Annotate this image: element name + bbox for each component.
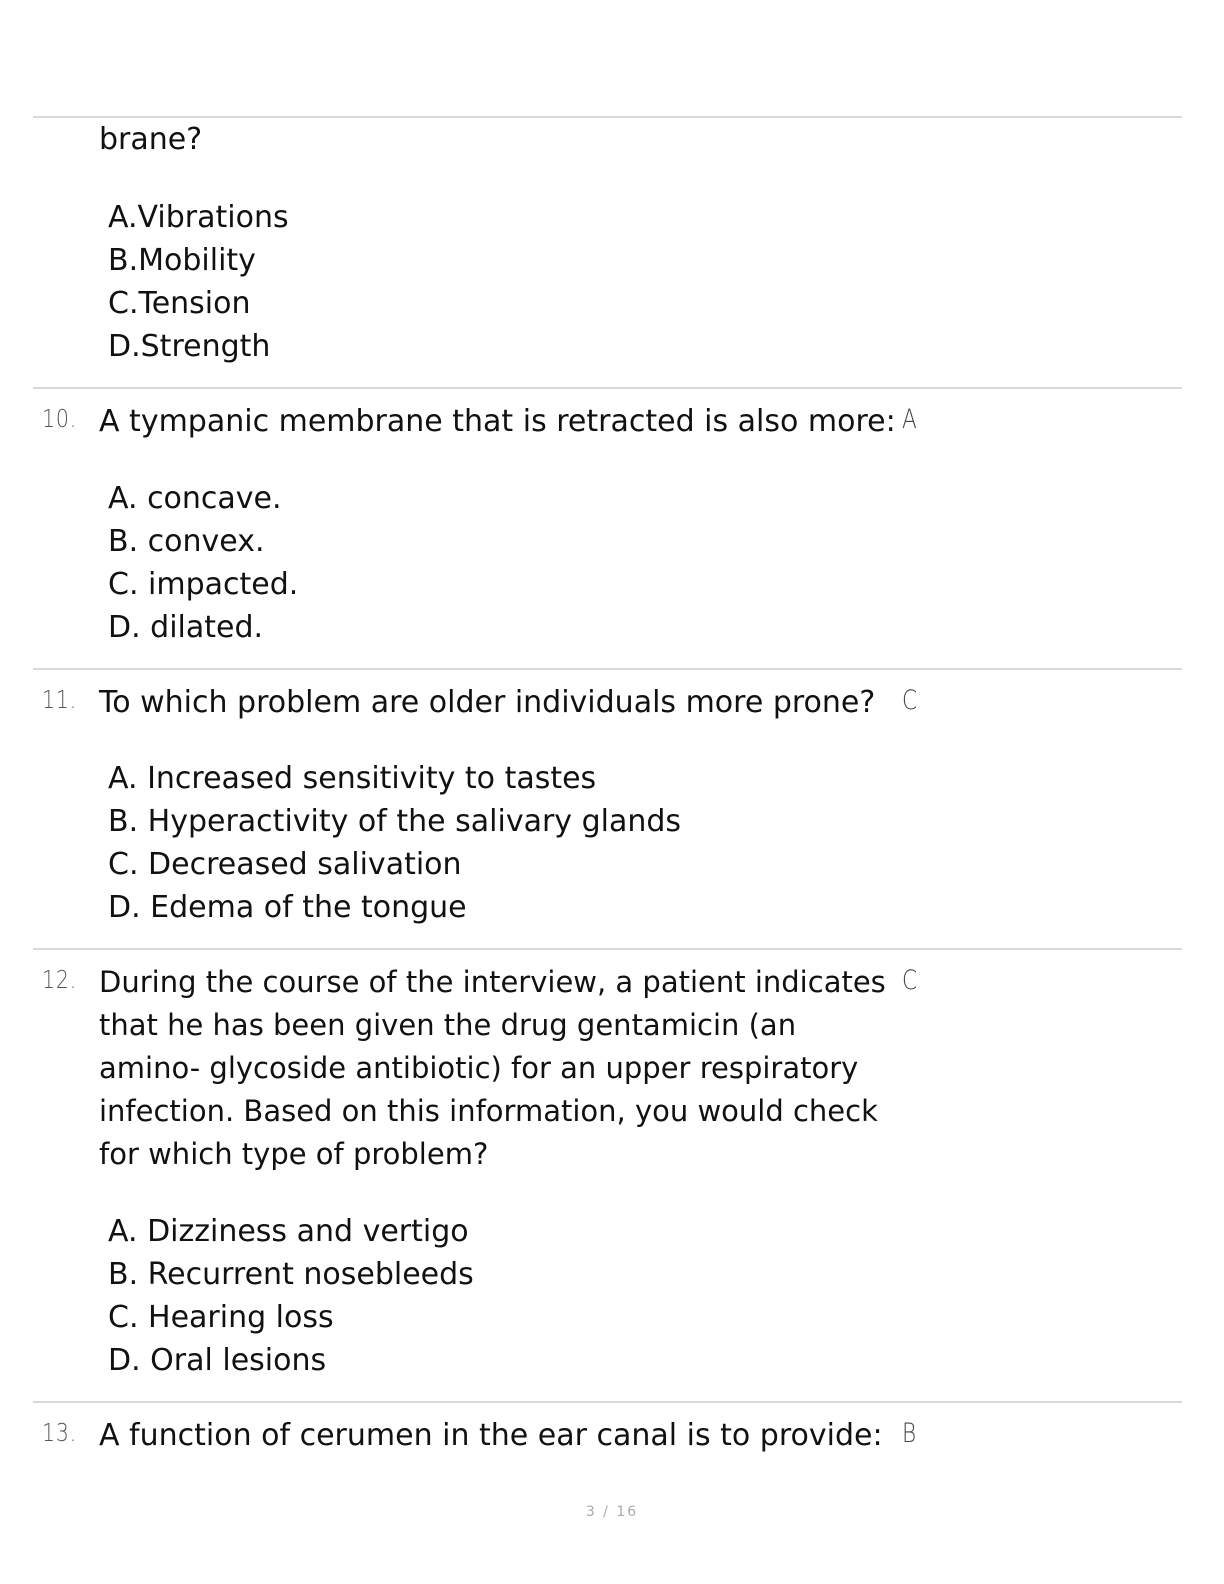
question-9-options (108, 196, 289, 368)
option: D. dilated. (108, 610, 264, 645)
question-10-text: A tympanic membrane that is retracted is also more: (99, 404, 896, 439)
question-13-number: 13. (42, 1418, 78, 1447)
question-12-number: 12. (42, 965, 78, 994)
option: D.Strength (108, 329, 271, 364)
question-10-options (108, 477, 298, 649)
option: B. convex. (108, 524, 265, 559)
option: C.Tension (108, 286, 251, 321)
option: B. Hyperactivity of the salivary glands (108, 804, 682, 839)
option: B.Mobility (108, 243, 256, 278)
question-11-text: To which problem are older individuals more prone? (99, 685, 876, 720)
question-11-number: 11. (42, 685, 78, 714)
question-9-text-tail: brane? (99, 122, 203, 157)
option: B. Recurrent nosebleeds (108, 1257, 474, 1292)
option: C. Decreased salivation (108, 847, 462, 882)
question-11-answer: C (902, 685, 918, 716)
option: D. Edema of the tongue (108, 890, 467, 925)
divider (33, 1401, 1182, 1403)
question-13-answer: B (902, 1418, 917, 1449)
option: C. impacted. (108, 567, 299, 602)
option: D. Oral lesions (108, 1343, 327, 1378)
option: A.Vibrations (108, 200, 289, 235)
option: A. Dizziness and vertigo (108, 1214, 469, 1249)
page-number: 3 / 16 (585, 1504, 639, 1520)
option: A. concave. (108, 481, 282, 516)
question-11-options (108, 757, 681, 929)
question-12-answer: C (902, 965, 918, 996)
question-13-text: A function of cerumen in the ear canal is to provide: (99, 1418, 883, 1453)
question-12-text: During the course of the interview, a patient indicates that he has been given the drug gentamicin (an amino- glycoside antibiotic) for an upper respiratory infection. Based on this information, you would check for which type of problem? (99, 965, 886, 1171)
divider (33, 387, 1182, 389)
question-10-answer: A (902, 404, 917, 435)
divider (33, 948, 1182, 950)
divider (33, 668, 1182, 670)
question-12-options (108, 1210, 474, 1382)
question-10-number: 10. (42, 404, 78, 433)
option: A. Increased sensitivity to tastes (108, 761, 597, 796)
option: C. Hearing loss (108, 1300, 334, 1335)
